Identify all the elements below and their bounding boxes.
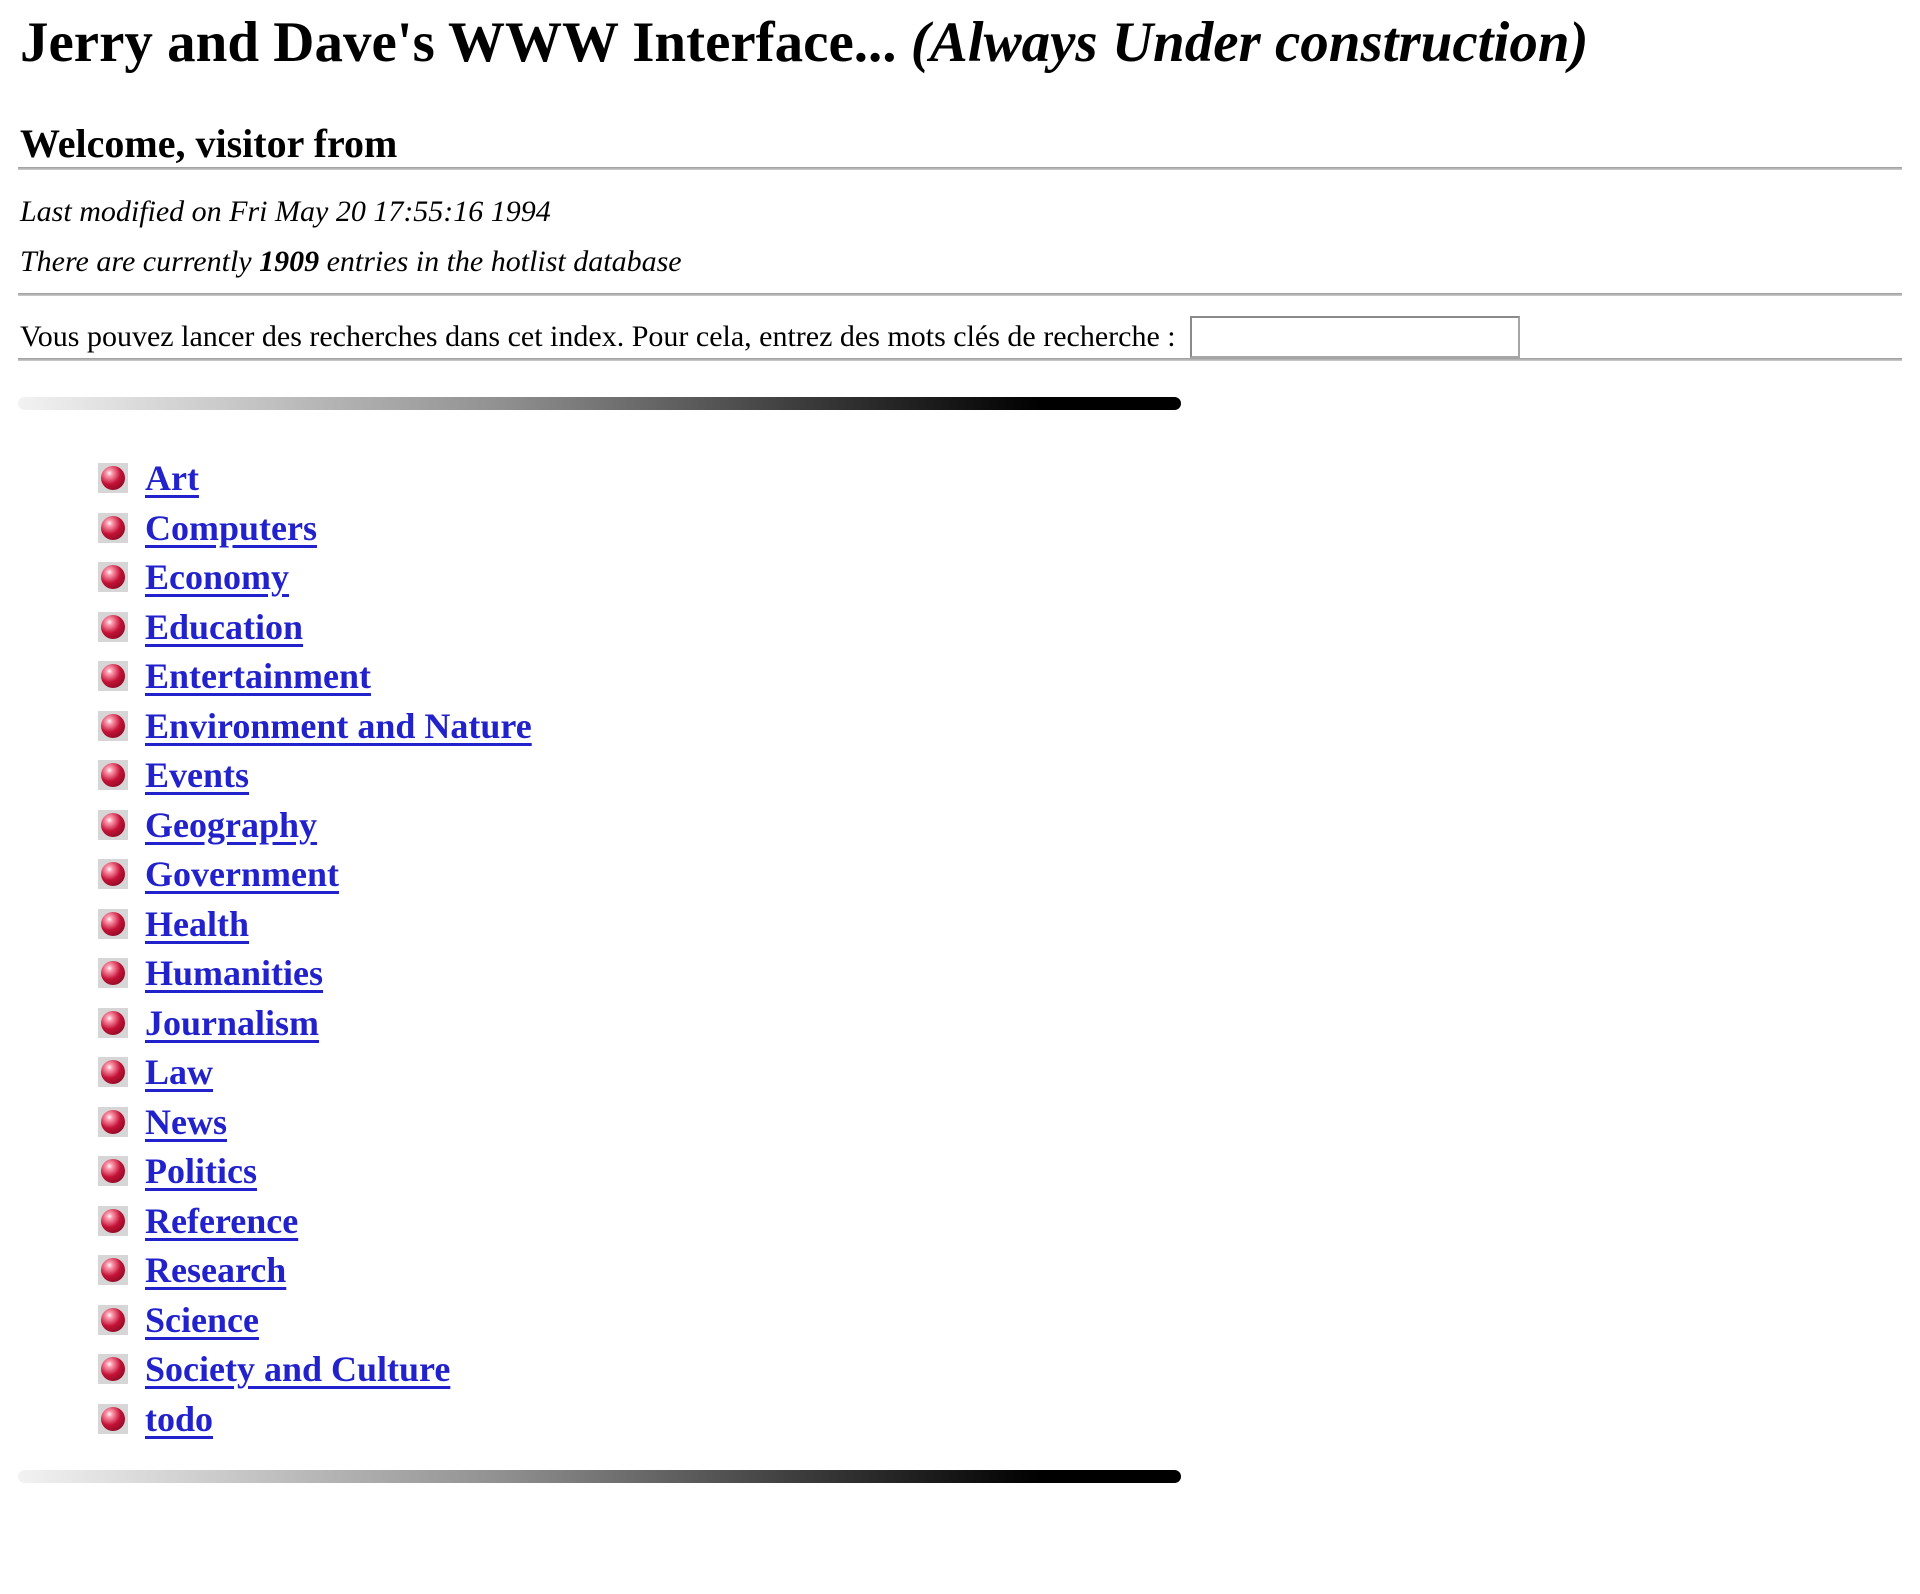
red-ball-icon: [98, 463, 128, 493]
red-ball-sphere: [101, 912, 125, 936]
entries-text: [20, 242, 1902, 283]
red-ball-sphere: [101, 516, 125, 540]
last-modified-text: Last modified on Fri May 20 17:55:16 1994: [20, 194, 551, 228]
red-ball-sphere: [101, 961, 125, 985]
red-ball-sphere: [101, 813, 125, 837]
red-ball-icon: [98, 760, 128, 790]
red-ball-icon: [98, 661, 128, 691]
category-item: [98, 1246, 1902, 1296]
red-ball-icon: [98, 711, 128, 741]
category-item: [98, 1345, 1902, 1395]
category-item: [98, 602, 1902, 652]
page-title: [20, 10, 1902, 76]
red-ball-sphere: [101, 1159, 125, 1183]
search-prompt: Vous pouvez lancer des recherches dans cet index. Pour cela, entrez des mots clés de recherche :: [20, 319, 1176, 353]
red-ball-sphere: [101, 664, 125, 688]
category-item: [98, 1147, 1902, 1197]
category-item: [98, 1048, 1902, 1098]
red-ball-sphere: [101, 1357, 125, 1381]
red-ball-icon: [98, 513, 128, 543]
red-ball-icon: [98, 562, 128, 592]
category-item: [98, 800, 1902, 850]
category-item: [98, 701, 1902, 751]
category-link[interactable]: Entertainment: [145, 656, 371, 697]
category-item: [98, 899, 1902, 949]
red-ball-icon: [98, 1206, 128, 1236]
red-ball-sphere: [101, 763, 125, 787]
welcome-heading: Welcome, visitor from: [20, 120, 398, 166]
search-row: [20, 316, 1902, 358]
red-ball-sphere: [101, 1308, 125, 1332]
category-item: [98, 751, 1902, 801]
category-item: [98, 503, 1902, 553]
category-link[interactable]: Government: [145, 854, 339, 895]
red-ball-sphere: [101, 1209, 125, 1233]
red-ball-icon: [98, 909, 128, 939]
red-ball-icon: [98, 612, 128, 642]
category-item: [98, 998, 1902, 1048]
meta-block: [18, 192, 1902, 283]
category-item: [98, 1196, 1902, 1246]
red-ball-icon: [98, 810, 128, 840]
thick-gradient-rule-top: [18, 397, 1181, 410]
red-ball-icon: [98, 859, 128, 889]
category-link[interactable]: Economy: [145, 557, 289, 598]
category-link[interactable]: Research: [145, 1250, 287, 1291]
category-item: [98, 1295, 1902, 1345]
category-item: [98, 1097, 1902, 1147]
red-ball-icon: [98, 1404, 128, 1434]
category-link[interactable]: todo: [145, 1398, 214, 1439]
red-ball-icon: [98, 1008, 128, 1038]
red-ball-icon: [98, 958, 128, 988]
red-ball-sphere: [101, 1110, 125, 1134]
category-link[interactable]: Humanities: [145, 953, 324, 994]
red-ball-sphere: [101, 862, 125, 886]
category-item: [98, 553, 1902, 603]
category-link[interactable]: News: [145, 1101, 227, 1142]
red-ball-sphere: [101, 1258, 125, 1282]
red-ball-sphere: [101, 714, 125, 738]
category-link[interactable]: Education: [145, 606, 304, 647]
entries-suffix: entries in the hotlist database: [319, 245, 682, 279]
category-link[interactable]: Politics: [145, 1151, 257, 1192]
search-input[interactable]: [1190, 316, 1520, 358]
red-ball-sphere: [101, 466, 125, 490]
red-ball-icon: [98, 1255, 128, 1285]
red-ball-sphere: [101, 1060, 125, 1084]
red-ball-icon: [98, 1107, 128, 1137]
page-title-note: (Always Under construction): [910, 11, 1589, 74]
page-title-text: Jerry and Dave's WWW Interface...: [20, 11, 911, 74]
category-link[interactable]: Health: [145, 903, 249, 944]
category-link[interactable]: Law: [145, 1052, 214, 1093]
category-link[interactable]: Computers: [145, 507, 317, 548]
divider-middle: [18, 293, 1902, 296]
red-ball-sphere: [101, 565, 125, 589]
category-item: [98, 850, 1902, 900]
red-ball-icon: [98, 1354, 128, 1384]
category-item: [98, 949, 1902, 999]
entries-prefix: There are currently: [20, 245, 260, 279]
category-link[interactable]: Environment and Nature: [145, 705, 532, 746]
red-ball-sphere: [101, 615, 125, 639]
red-ball-sphere: [101, 1407, 125, 1431]
category-link[interactable]: Society and Culture: [145, 1349, 451, 1390]
category-link[interactable]: Art: [145, 458, 199, 499]
category-link[interactable]: Reference: [145, 1200, 299, 1241]
divider-top: [18, 167, 1902, 170]
red-ball-icon: [98, 1057, 128, 1087]
category-item: [98, 652, 1902, 702]
category-list: [18, 454, 1902, 1444]
red-ball-sphere: [101, 1011, 125, 1035]
category-link[interactable]: Journalism: [145, 1002, 320, 1043]
category-link[interactable]: Science: [145, 1299, 259, 1340]
red-ball-icon: [98, 1156, 128, 1186]
entries-count: 1909: [259, 245, 320, 279]
category-link[interactable]: Geography: [145, 804, 318, 845]
category-link[interactable]: Events: [145, 755, 250, 796]
red-ball-icon: [98, 1305, 128, 1335]
divider-search: [18, 358, 1902, 361]
category-item: [98, 1394, 1902, 1444]
category-item: [98, 454, 1902, 504]
thick-gradient-rule-bottom: [18, 1470, 1181, 1483]
